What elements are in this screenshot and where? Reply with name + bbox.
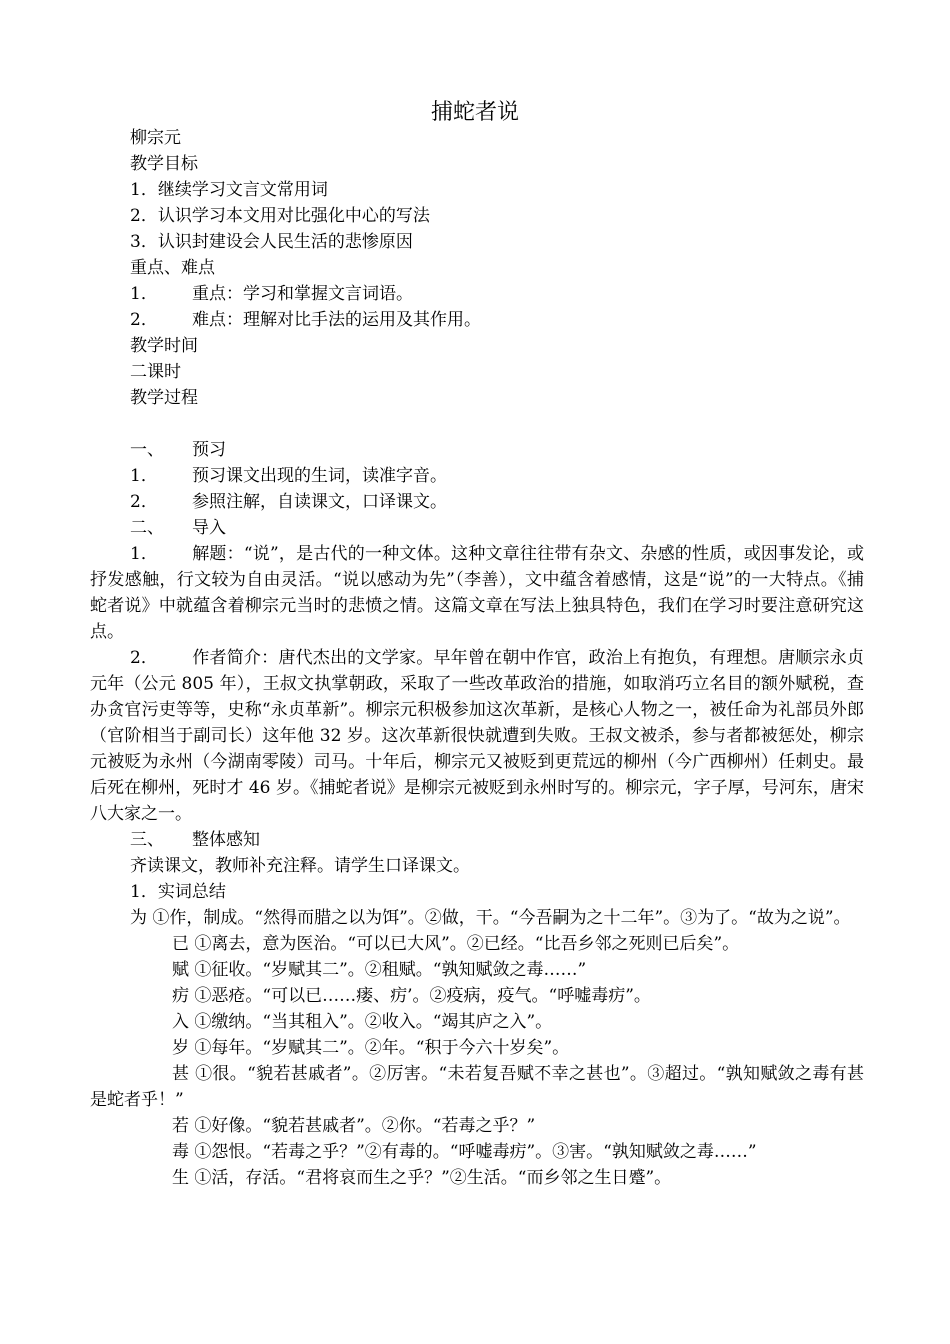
preview-item — [0, 489, 950, 515]
preview-item — [0, 463, 950, 489]
author-line: 柳宗元 — [130, 128, 181, 148]
preview-item-number: 2． — [130, 492, 158, 512]
time-value: 二课时 — [130, 362, 181, 382]
section-number: 三、 — [130, 830, 164, 850]
document-body — [0, 125, 950, 1191]
process-heading: 教学过程 — [130, 388, 198, 408]
goal-item: 2．认识学习本文用对比强化中心的写法 — [130, 206, 430, 226]
glossary-entry: 甚 ①很。“貌若甚戚者”。②厉害。“未若复吾赋不幸之甚也”。③超过。“孰知赋敛之毒有甚是蛇者乎！” — [90, 1064, 864, 1110]
section-number: 二、 — [130, 518, 164, 538]
paragraph-text: 作者简介：唐代杰出的文学家。早年曾在朝中作官，政治上有抱负，有理想。唐顺宗永贞元年（公元 805 年），王叔文执掌朝政，采取了一些改革政治的措施，如取消巧立名目的额外赋税，查办贪官污吏等等，史称“永贞革新”。柳宗元积极参加这次革新，是核心人物之一，被任命为礼部员外郎（官阶相当于副司长）这年他 32 岁。这次革新很快就遭到失败。王叔文被杀，参与者都被惩处，柳宗元被贬为永州（今湖南零陵）司马。十年后，柳宗元又被贬到更荒远的柳州（今广西柳州）任刺史。最后死在柳州，死时才 46 岁。《捕蛇者说》是柳宗元被贬到永州时写的。柳宗元，字子厚，号河东，唐宋八大家之一。 — [90, 648, 864, 824]
key-point — [0, 281, 950, 307]
perceive-text: 齐读课文，教师补充注释。请学生口译课文。 — [130, 856, 470, 876]
goal-item: 3．认识封建设会人民生活的悲惨原因 — [130, 232, 413, 252]
section-number: 一、 — [130, 440, 164, 460]
key-point-number: 2． — [130, 310, 158, 330]
glossary-entry: 入 ①缴纳。“当其租入”。②收入。“竭其庐之入”。 — [172, 1012, 553, 1032]
glossary-entry: 生 ①活，存活。“君将哀而生之乎？”②生活。“而乡邻之生日蹙”。 — [172, 1168, 672, 1188]
section-title: 整体感知 — [192, 830, 260, 850]
goal-item: 1．继续学习文言文常用词 — [130, 180, 328, 200]
time-heading: 教学时间 — [130, 336, 198, 356]
key-heading: 重点、难点 — [130, 258, 215, 278]
glossary-entry: 岁 ①每年。“岁赋其二”。②年。“积于今六十岁矣”。 — [172, 1038, 570, 1058]
glossary-entry: 为 ①作，制成。“然得而腊之以为饵”。②做，干。“今吾嗣为之十二年”。③为了。“故为之说”。 — [130, 908, 851, 928]
section-heading — [0, 827, 950, 853]
glossary-entry: 已 ①离去，意为医治。“可以已大风”。②已经。“比吾乡邻之死则已后矣”。 — [172, 934, 740, 954]
preview-item-number: 1． — [130, 466, 158, 486]
shici-heading: 1．实词总结 — [130, 882, 226, 902]
key-point-text: 重点：学习和掌握文言词语。 — [192, 284, 413, 304]
intro-paragraph — [0, 645, 864, 827]
paragraph-number: 1． — [130, 544, 158, 564]
section-title: 预习 — [192, 440, 226, 460]
document-title: 捕蛇者说 — [430, 100, 519, 125]
section-heading — [0, 515, 950, 541]
glossary-entry: 赋 ①征收。“岁赋其二”。②租赋。“孰知赋敛之毒……” — [172, 960, 587, 980]
goals-heading: 教学目标 — [130, 154, 198, 174]
preview-item-text: 预习课文出现的生词，读准字音。 — [192, 466, 447, 486]
blank-line — [0, 411, 950, 437]
glossary-entry: 毒 ①怨恨。“若毒之乎？”②有毒的。“呼嘘毒疠”。③害。“孰知赋敛之毒……” — [172, 1142, 757, 1162]
key-point-number: 1． — [130, 284, 158, 304]
preview-item-text: 参照注解，自读课文，口译课文。 — [192, 492, 447, 512]
paragraph-text: 解题：“说”，是古代的一种文体。这种文章往往带有杂文、杂感的性质，或因事发论，或抒发感触，行文较为自由灵活。“说以感动为先”（李善），文中蕴含着感情，这是“说”的一大特点。《捕蛇者说》中就蕴含着柳宗元当时的悲愤之情。这篇文章在写法上独具特色，我们在学习时要注意研究这点。 — [90, 544, 864, 642]
intro-paragraph — [0, 541, 864, 645]
glossary-entry: 疠 ①恶疮。“可以已……瘘、疠’。②疫病，疫气。“呼嘘毒疠”。 — [172, 986, 651, 1006]
key-point — [0, 307, 950, 333]
paragraph-number: 2． — [130, 648, 158, 668]
section-title: 导入 — [192, 518, 226, 538]
key-point-text: 难点：理解对比手法的运用及其作用。 — [192, 310, 481, 330]
glossary-entry: 若 ①好像。“貌若甚戚者”。②你。“若毒之乎？” — [172, 1116, 536, 1136]
section-heading — [0, 437, 950, 463]
